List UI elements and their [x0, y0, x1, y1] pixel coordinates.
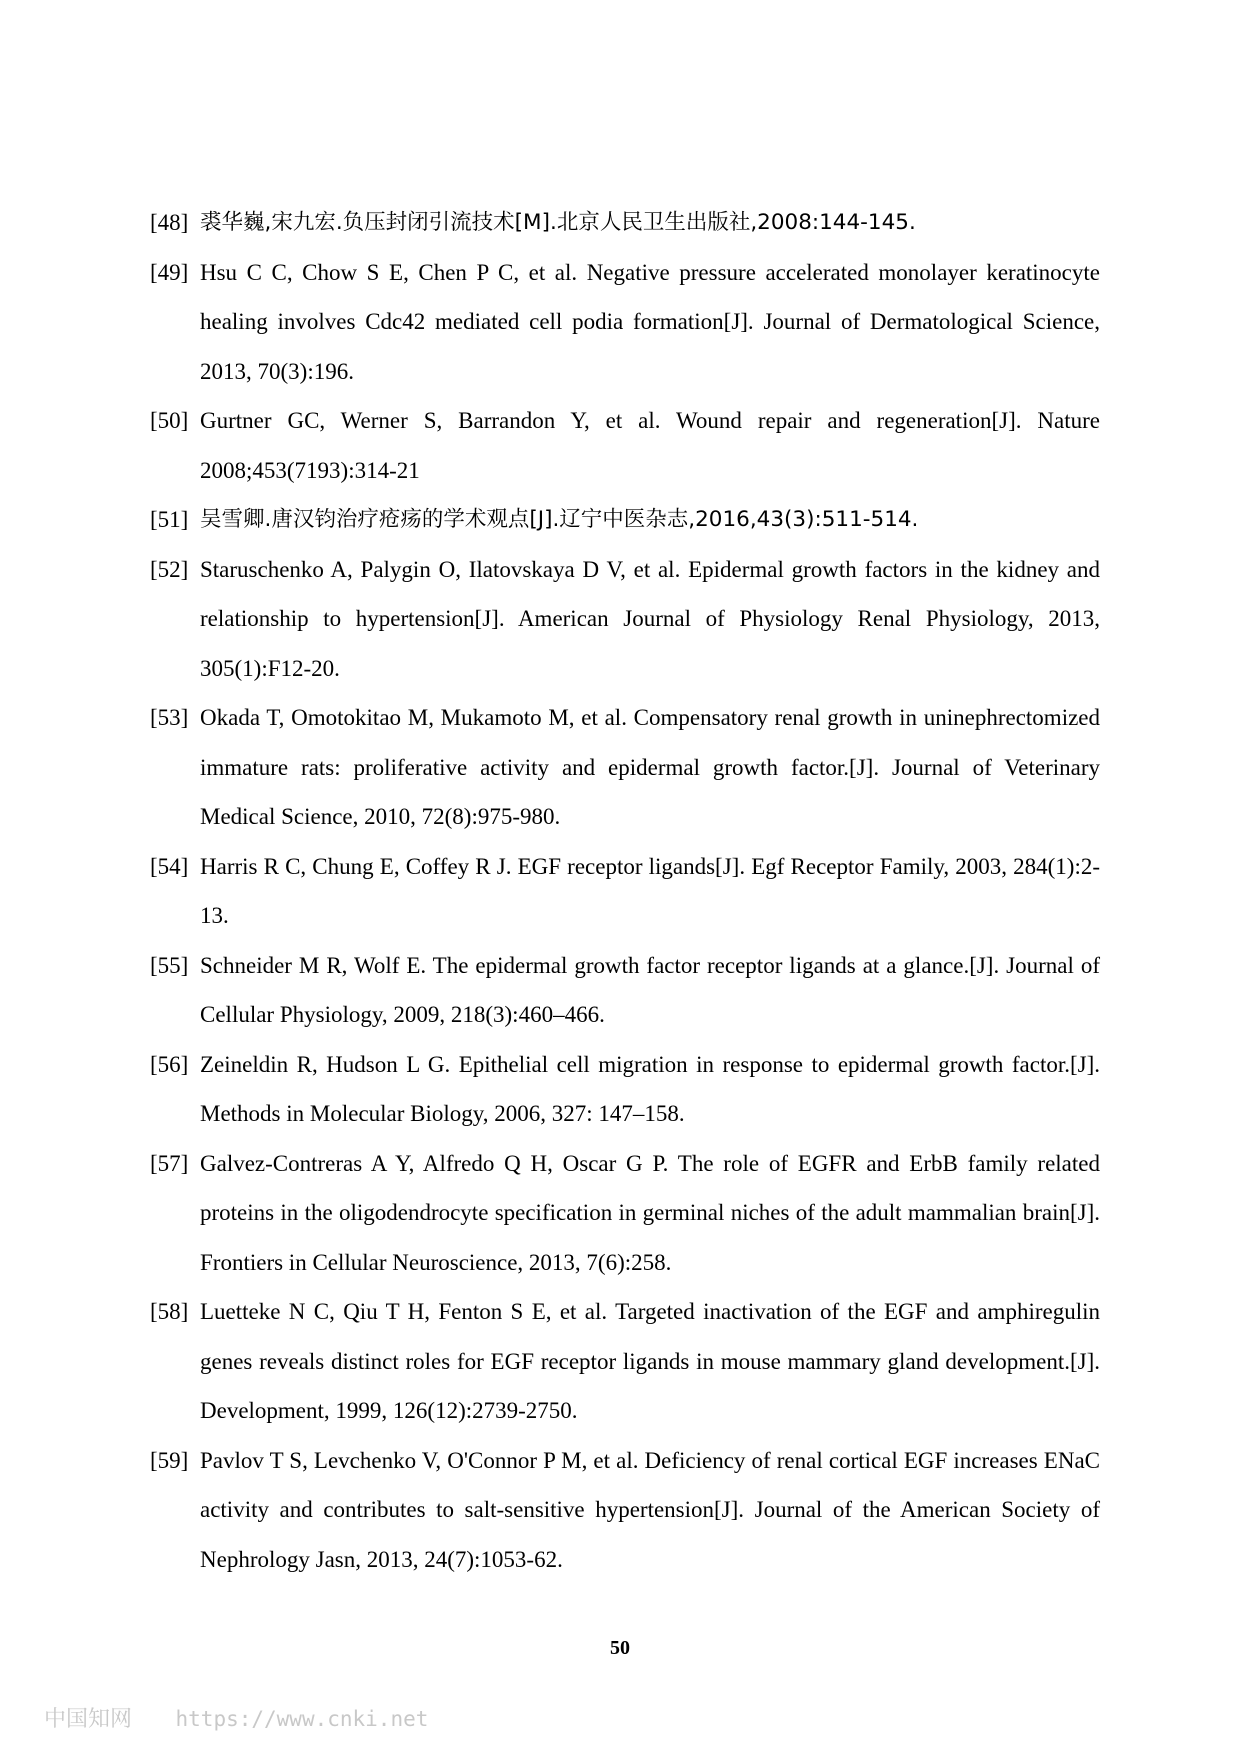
reference-text: Harris R C, Chung E, Coffey R J. EGF receptor ligands[J]. Egf Receptor Family, 2003, 284(1):2-13. [200, 853, 1100, 928]
reference-text: 吴雪卿.唐汉钧治疗疮疡的学术观点[J].辽宁中医杂志,2016,43(3):511-514. [200, 507, 919, 532]
reference-item [150, 1040, 1100, 1139]
reference-number: [49] [150, 259, 189, 285]
reference-number: [52] [150, 556, 189, 582]
reference-number: [59] [150, 1447, 189, 1473]
reference-number: [54] [150, 853, 189, 879]
reference-text: Luetteke N C, Qiu T H, Fenton S E, et al. Targeted inactivation of the EGF and amphiregulin genes reveals distinct roles for EGF receptor ligands in mouse mammary gland development.[J]. Development, 1999, 126(12):2739-2750. [200, 1299, 1100, 1423]
reference-text: Staruschenko A, Palygin O, Ilatovskaya D V, et al. Epidermal growth factors in the kidney and relationship to hypertension[J]. American Journal of Physiology Renal Physiology, 2013, 305(1):F12-20. [200, 556, 1100, 681]
reference-number: [51] [150, 507, 189, 532]
watermark-url: https://www.cnki.net [175, 1707, 429, 1731]
reference-item [150, 941, 1100, 1040]
reference-text: Okada T, Omotokitao M, Mukamoto M, et al. Compensatory renal growth in uninephrectomized immature rats: proliferative activity and epidermal growth factor.[J]. Journal of Veterinary Medical Science, 2010, 72(8):975-980. [200, 705, 1100, 829]
reference-item [150, 1139, 1100, 1288]
reference-number: [58] [150, 1299, 189, 1324]
reference-text: Gurtner GC, Werner S, Barrandon Y, et al. Wound repair and regeneration[J]. Nature 2008;453(7193):314-21 [200, 408, 1100, 483]
reference-text: Pavlov T S, Levchenko V, O'Connor P M, et al. Deficiency of renal cortical EGF increases ENaC activity and contributes to salt-sensitive hypertension[J]. Journal of the American Society of Nephrology Jasn, 2013, 24(7):1053-62. [200, 1447, 1100, 1572]
reference-text: Schneider M R, Wolf E. The epidermal growth factor receptor ligands at a glance.[J]. Journal of Cellular Physiology, 2009, 218(3):460–466. [200, 952, 1100, 1027]
reference-item [150, 1287, 1100, 1436]
reference-item [150, 198, 1100, 248]
reference-item [150, 545, 1100, 694]
reference-item [150, 842, 1100, 941]
watermark [44, 1702, 428, 1733]
reference-list [150, 198, 1100, 1584]
reference-item [150, 693, 1100, 842]
reference-number: [55] [150, 952, 189, 978]
reference-number: [56] [150, 1051, 189, 1077]
watermark-cnki-name: 中国知网 [44, 1707, 133, 1732]
reference-number: [50] [150, 408, 189, 433]
reference-text: 裘华巍,宋九宏.负压封闭引流技术[M].北京人民卫生出版社,2008:144-145. [200, 210, 916, 235]
reference-item [150, 495, 1100, 545]
reference-text: Hsu C C, Chow S E, Chen P C, et al. Negative pressure accelerated monolayer keratinocyte healing involves Cdc42 mediated cell podia formation[J]. Journal of Dermatological Science, 2013, 70(3):196. [200, 259, 1100, 384]
reference-text: Zeineldin R, Hudson L G. Epithelial cell migration in response to epidermal growth factor.[J]. Methods in Molecular Biology, 2006, 327: 147–158. [200, 1051, 1100, 1126]
reference-number: [48] [150, 210, 189, 235]
reference-item [150, 396, 1100, 495]
page-number: 50 [610, 1637, 630, 1659]
reference-number: [53] [150, 705, 189, 730]
reference-text: Galvez-Contreras A Y, Alfredo Q H, Oscar G P. The role of EGFR and ErbB family related proteins in the oligodendrocyte specification in germinal niches of the adult mammalian brain[J]. Frontiers in Cellular Neuroscience, 2013, 7(6):258. [200, 1150, 1100, 1275]
reference-item [150, 248, 1100, 397]
reference-item [150, 1436, 1100, 1585]
reference-number: [57] [150, 1150, 189, 1176]
